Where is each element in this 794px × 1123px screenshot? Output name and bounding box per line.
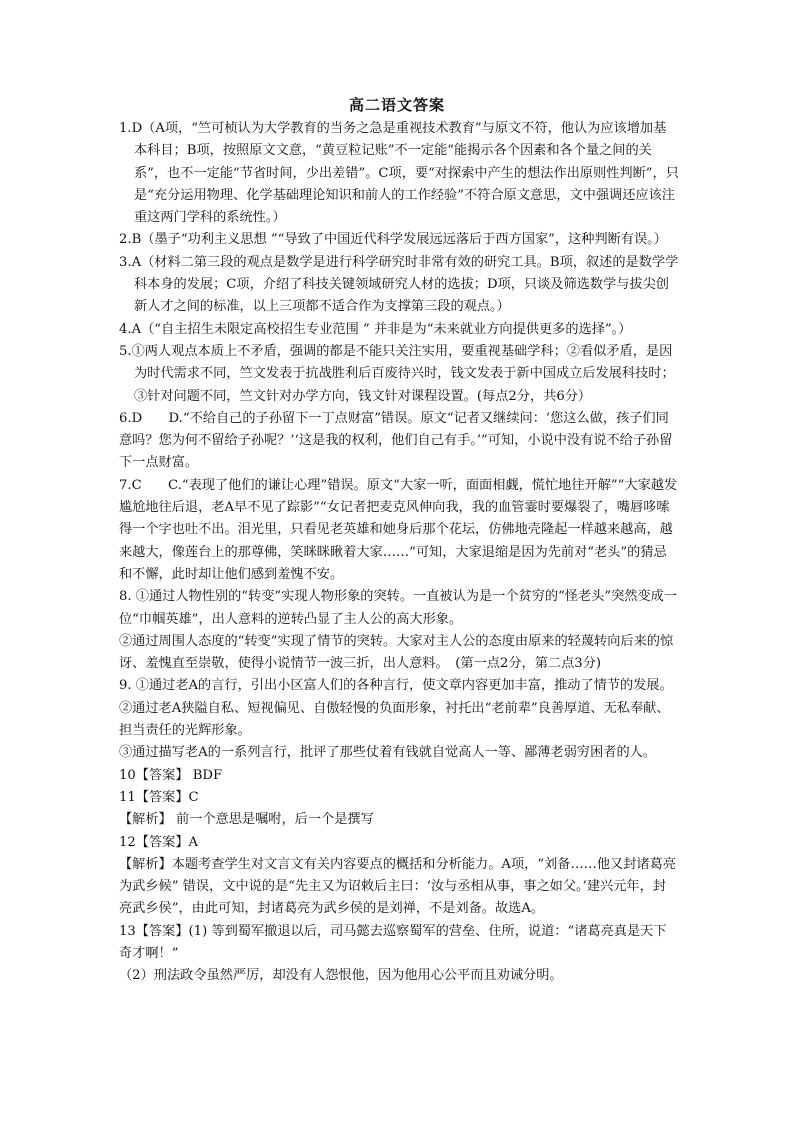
answer-13-part-2: （2）刑法政令虽然严厉，却没有人怨恨他，因为他用心公平而且劝诫分明。 <box>119 968 563 984</box>
answer-body <box>119 118 679 988</box>
answer-7: 7.C C.“表现了他们的谦让心理”错误。原文“大家一听，面面相觑，慌忙地往开解”“大家越发尴尬地往后退，老A早不见了踪影”“女记者把麦克风伸向我，我的血管霎时要爆裂了，嘴唇哆嗦得一个字也吐不出。泪光里，只看见老英雄和她身后那个花坛，仿佛地壳隆起一样越来越高，越来越大，像莲台上的那尊佛，笑眯眯瞅着大家……”可知，大家退缩是因为先前对“老头”的猜忌和不懈，此时却让他们感到羞愧不安。 <box>119 477 678 582</box>
answer-11: 11【答案】C <box>119 789 199 805</box>
answer-10: 10【答案】 BDF <box>119 767 223 783</box>
answer-4: 4.A（“自主招生未限定高校招生专业范围 ” 并非是为“未来就业方向提供更多的选择”。） <box>119 321 632 337</box>
answer-2: 2.B（墨子“功利主义思想 ”“导致了中国近代科学发展远远落后于西方国家”，这种判断有误。） <box>119 232 667 248</box>
answer-9-point-3: ③通过描写老A的一系列言行，批评了那些仗着有钱就自觉高人一等、鄙薄老弱穷困者的人。 <box>119 745 657 761</box>
answer-5: 5.①两人观点本质上不矛盾，强调的都是不能只关注实用，要重视基础学科；②看似矛盾，是因为时代需求不同，竺文发表于抗战胜利后百废待兴时，钱文发表于新中国成立后发展科技时；③针对问题不同，竺文针对办学方向，钱文针对课程设置。(每点2分，共6分） <box>119 343 675 404</box>
analysis-11: 【解析】 前一个意思是嘱咐，后一个是撰写 <box>119 812 374 828</box>
answer-8-point-1: 8. ①通过人物性别的“转变”实现人物形象的突转。一直被认为是一个贫穷的“怪老头”突然变成一位“巾帼英雄”，出人意料的逆转凸显了主人公的高大形象。 <box>119 589 678 627</box>
analysis-12: 【解析】本题考查学生对文言文有关内容要点的概括和分析能力。A项，“刘备……他又封诸葛亮为武乡候” 错误，文中说的是“先主又为诏敕后主曰：‘汝与丞相从事，事之如父。’建兴元年，封亮武乡侯”，由此可知，封诸葛亮为武乡侯的是刘禅，不是刘备。故选A。 <box>119 856 676 917</box>
page-title: 高二语文答案 <box>348 96 445 114</box>
answer-13-part-1: 13【答案】(1) 等到蜀军撤退以后，司马懿去巡察蜀军的营垒、住所，说道：“诸葛亮真是天下奇才啊！” <box>119 923 667 961</box>
answer-9-point-2: ②通过老A狭隘自私、短视偏见、自傲轻慢的负面形象，衬托出“老前辈”良善厚道、无私奉献、担当责任的光辉形象。 <box>119 700 670 739</box>
answer-8-point-2: ②通过周围人态度的“转变”实现了情节的突转。大家对主人公的态度由原来的轻蔑转向后来的惊讶、羞愧直至崇敬，使得小说情节一波三折，出人意料。 (第一点2分，第二点3分) <box>119 633 674 672</box>
answer-1: 1.D（A项，“竺可桢认为大学教育的当务之急是重视技术教育”与原文不符，他认为应该增加基本科目；B项，按照原文文意，“黄豆粒记账”不一定能“能揭示各个因素和各个量之间的关系”，也不一定能“节省时间，少出差错”。C项，要“对探索中产生的想法作出原则性判断”，只是“充分运用物理、化学基础理论知识和前人的工作经验”不符合原文意思，文中强调还应该注重这两门学科的系统性。） <box>119 121 679 226</box>
answer-9-point-1: 9. ①通过老A的言行，引出小区富人们的各种言行，使文章内容更加丰富，推动了情节的发展。 <box>119 678 673 694</box>
answer-12: 12【答案】A <box>119 834 199 850</box>
answer-6: 6.D D.“不给自己的子孙留下一丁点财富”错误。原文“记者又继续问：‘您这么做，孩子们同意吗？您为何不留给子孙呢？’‘这是我的权利，他们自己有手。’”可知，小说中没有说不给子孙留下一点财富。 <box>119 410 673 471</box>
answer-3: 3.A（材料二第三段的观点是数学是进行科学研究时非常有效的研究工具。B项，叙述的是数学学科本身的发展；C项，介绍了科技关键领域研究人材的选拔；D项，只谈及筛选数学与拔尖创新人才之间的标准，以上三项都不适合作为支撑第三段的观点。） <box>119 254 679 315</box>
